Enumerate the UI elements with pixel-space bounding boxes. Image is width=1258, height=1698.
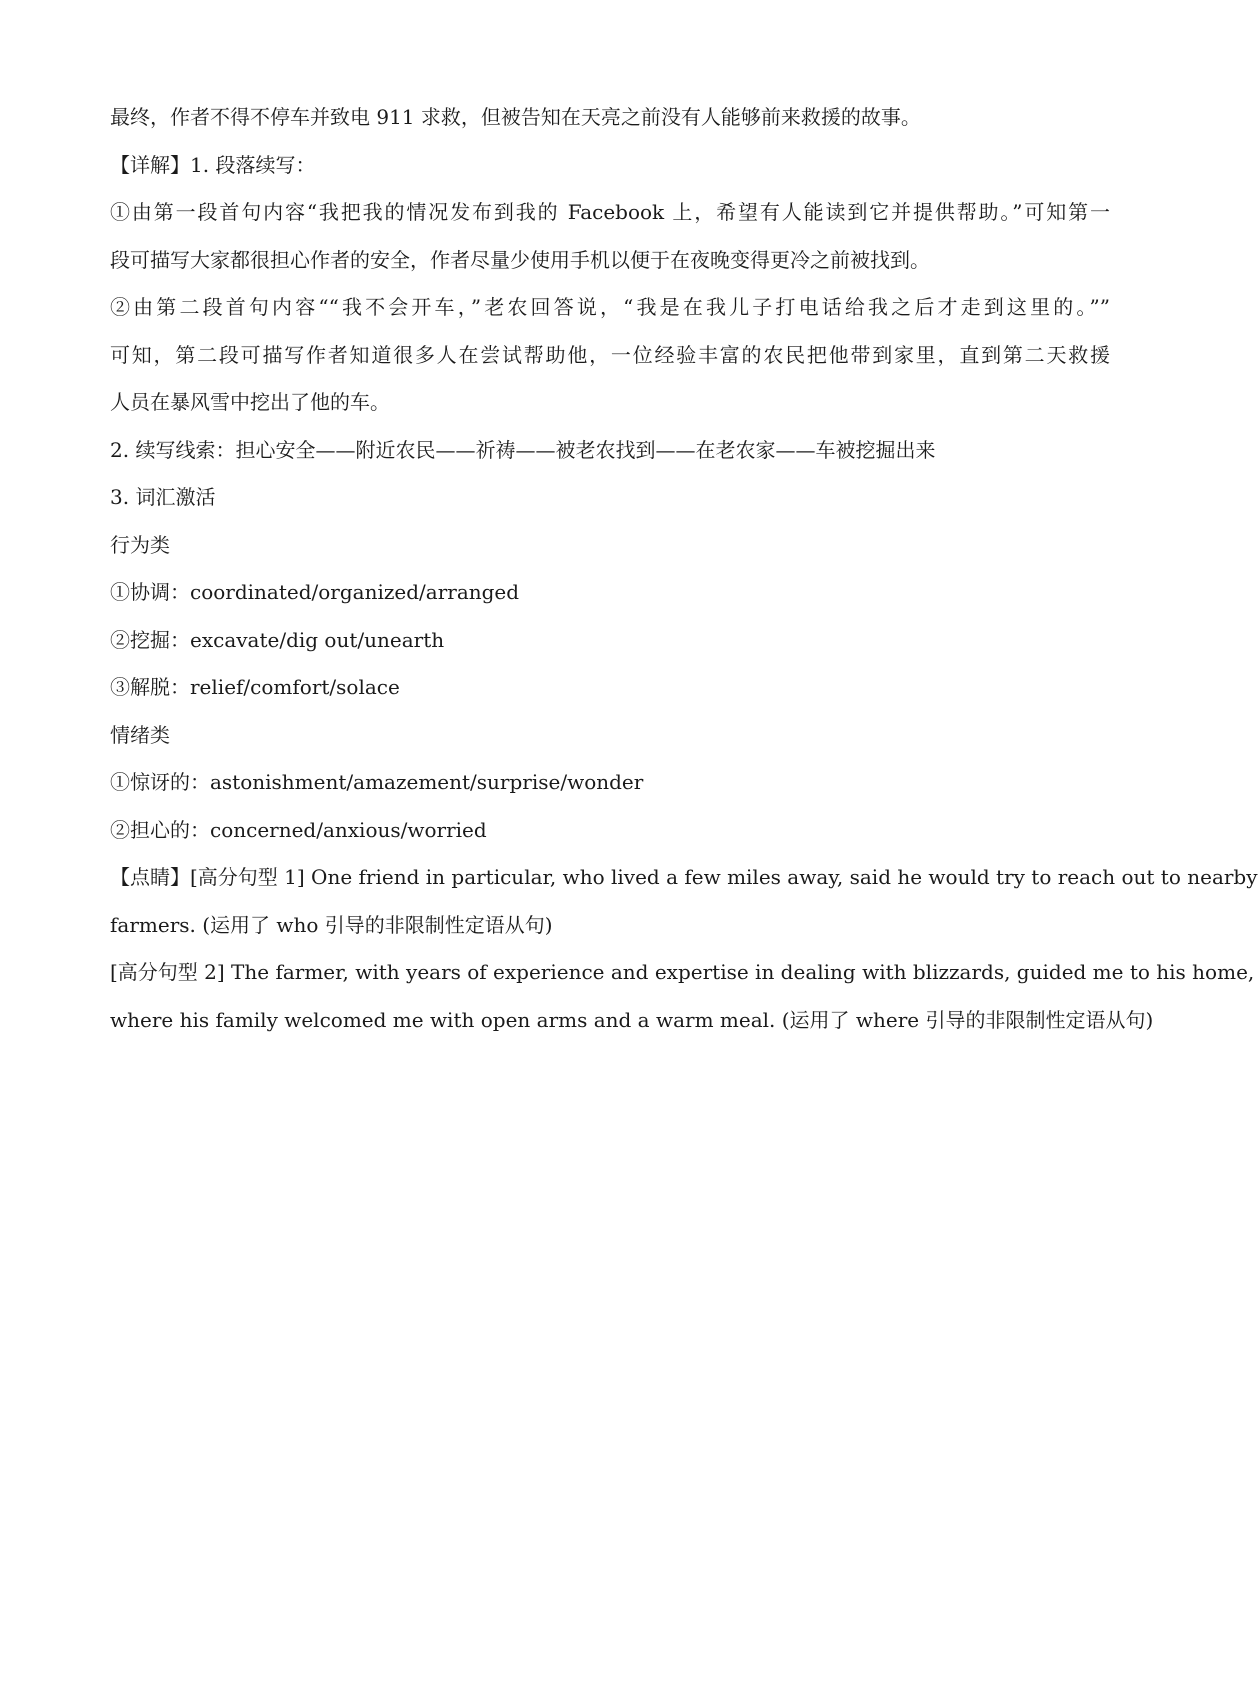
highlight-sentence-1-line-1: 【点睛】[高分句型 1] One friend in particular, who lived a few miles away, said he would try to reach out to nearby [110,865,1258,889]
vocabulary-item-worried: ②担心的：concerned/anxious/worried [110,817,487,842]
vocabulary-item-coordinate: ①协调：coordinated/organized/arranged [110,580,520,604]
vocabulary-item-excavate: ②挖掘：excavate/dig out/unearth [110,627,445,652]
section-heading-detail: 【详解】1. 段落续写： [110,152,316,177]
paragraph-one-line-2: 段可描写大家都很担心作者的安全，作者尽量少使用手机以便于在夜晚变得更冷之前被找到。 [110,247,930,272]
writing-clues-line: 2. 续写线索：担心安全——附近农民——祈祷——被老农找到——在老农家——车被挖掘出来 [110,437,936,462]
vocabulary-item-relief: ③解脱：relief/comfort/solace [110,675,400,699]
paragraph-two-line-3: 人员在暴风雪中挖出了他的车。 [110,390,390,414]
highlight-sentence-1-line-2: farmers. (运用了 who 引导的非限制性定语从句) [110,912,553,937]
paragraph-one-line-1: ①由第一段首句内容“我把我的情况发布到我的 Facebook 上，希望有人能读到它并提供帮助。”可知第一 [110,200,1110,224]
paragraph-summary-line: 最终，作者不得不停车并致电 911 求救，但被告知在天亮之前没有人能够前来救援的故事。 [110,105,921,129]
vocabulary-heading: 3. 词汇激活 [110,485,216,509]
paragraph-two-line-2: 可知，第二段可描写作者知道很多人在尝试帮助他，一位经验丰富的农民把他带到家里，直到第二天救援 [110,342,1110,367]
vocabulary-category-behavior: 行为类 [110,532,170,557]
vocabulary-category-emotion: 情绪类 [110,722,170,747]
vocabulary-item-surprised: ①惊讶的：astonishment/amazement/surprise/wonder [110,770,644,794]
highlight-sentence-2-line-2: where his family welcomed me with open arms and a warm meal. (运用了 where 引导的非限制性定语从句) [110,1007,1154,1032]
highlight-sentence-2-line-1: [高分句型 2] The farmer, with years of experience and expertise in dealing with blizzards, guided me to his home, [110,960,1255,984]
paragraph-two-line-1: ②由第二段首句内容““我不会开车，”老农回答说，“我是在我儿子打电话给我之后才走到这里的。”” [110,295,1110,319]
document-page [110,94,1258,1044]
